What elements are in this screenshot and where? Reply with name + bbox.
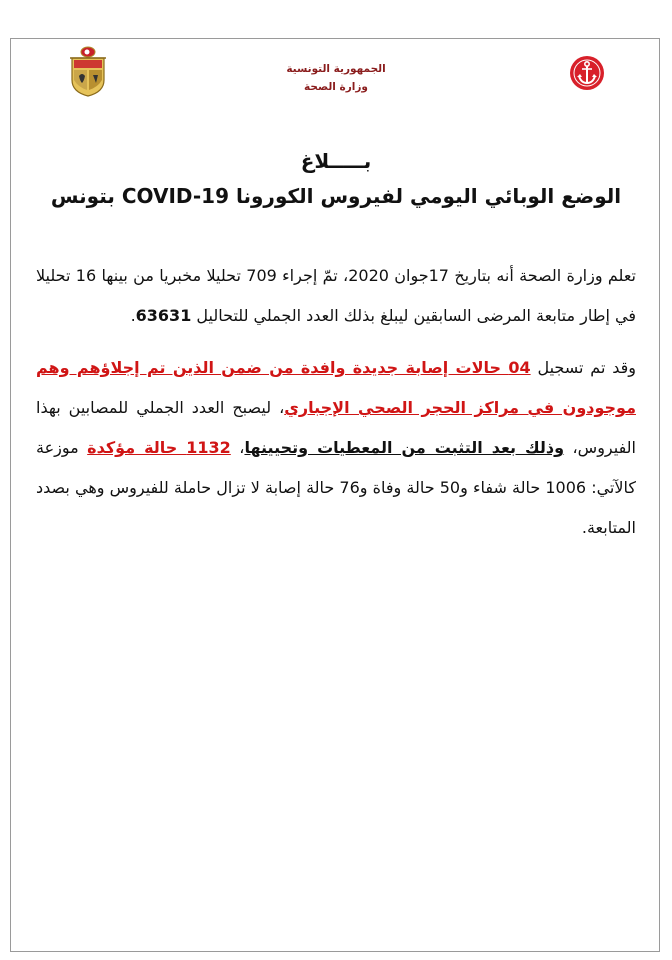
tunisia-coat-of-arms-icon	[66, 46, 110, 98]
total-tests: 63631	[135, 306, 192, 325]
paragraph-cases	[36, 348, 636, 548]
tests-text: تعلم وزارة الصحة أنه بتاريخ 17جوان 2020، تمّ إجراء 709 تحليلا مخبريا من بينها 16 تحليلا في إطار متابعة المرضى السابقين ليبلغ بذلك العدد الجملي للتحاليل	[36, 266, 637, 325]
republic-name: الجمهورية التونسية	[286, 63, 386, 75]
announcement-heading: بـــــلاغ	[300, 149, 372, 173]
cases-mid2: ،	[230, 438, 245, 457]
verified-note: وذلك بعد التثبت من المعطيات وتحيينها	[244, 438, 565, 457]
cases-mid1: ، ليصبح العدد الجملي للمصابين بهذا الفيروس،	[36, 398, 636, 457]
ministry-name: وزارة الصحة	[304, 81, 368, 93]
announcement-body	[36, 256, 636, 548]
tests-end: .	[130, 306, 136, 325]
cases-breakdown: موزعة كالآتي: 1006 حالة شفاء و50 حالة وفاة و76 حالة إصابة لا تزال حاملة للفيروس وهي بصدد المتابعة.	[36, 438, 636, 537]
ministry-anchor-logo-icon	[569, 55, 605, 91]
title-block	[40, 146, 632, 216]
paragraph-tests	[36, 256, 636, 336]
cases-intro: وقد تم تسجيل	[530, 358, 636, 377]
page-title: الوضع الوبائي اليومي لفيروس الكورونا COVID-19 بتونس	[50, 184, 622, 208]
new-cases-highlight: 04 حالات إصابة جديدة وافدة من ضمن الذين تم إجلاؤهم وهم موجودون في مراكز الحجر الصحي الإجباري	[36, 358, 636, 417]
letterhead-text	[236, 60, 436, 96]
total-cases-highlight: 1132 حالة مؤكدة	[87, 438, 231, 457]
letterhead	[0, 0, 672, 110]
